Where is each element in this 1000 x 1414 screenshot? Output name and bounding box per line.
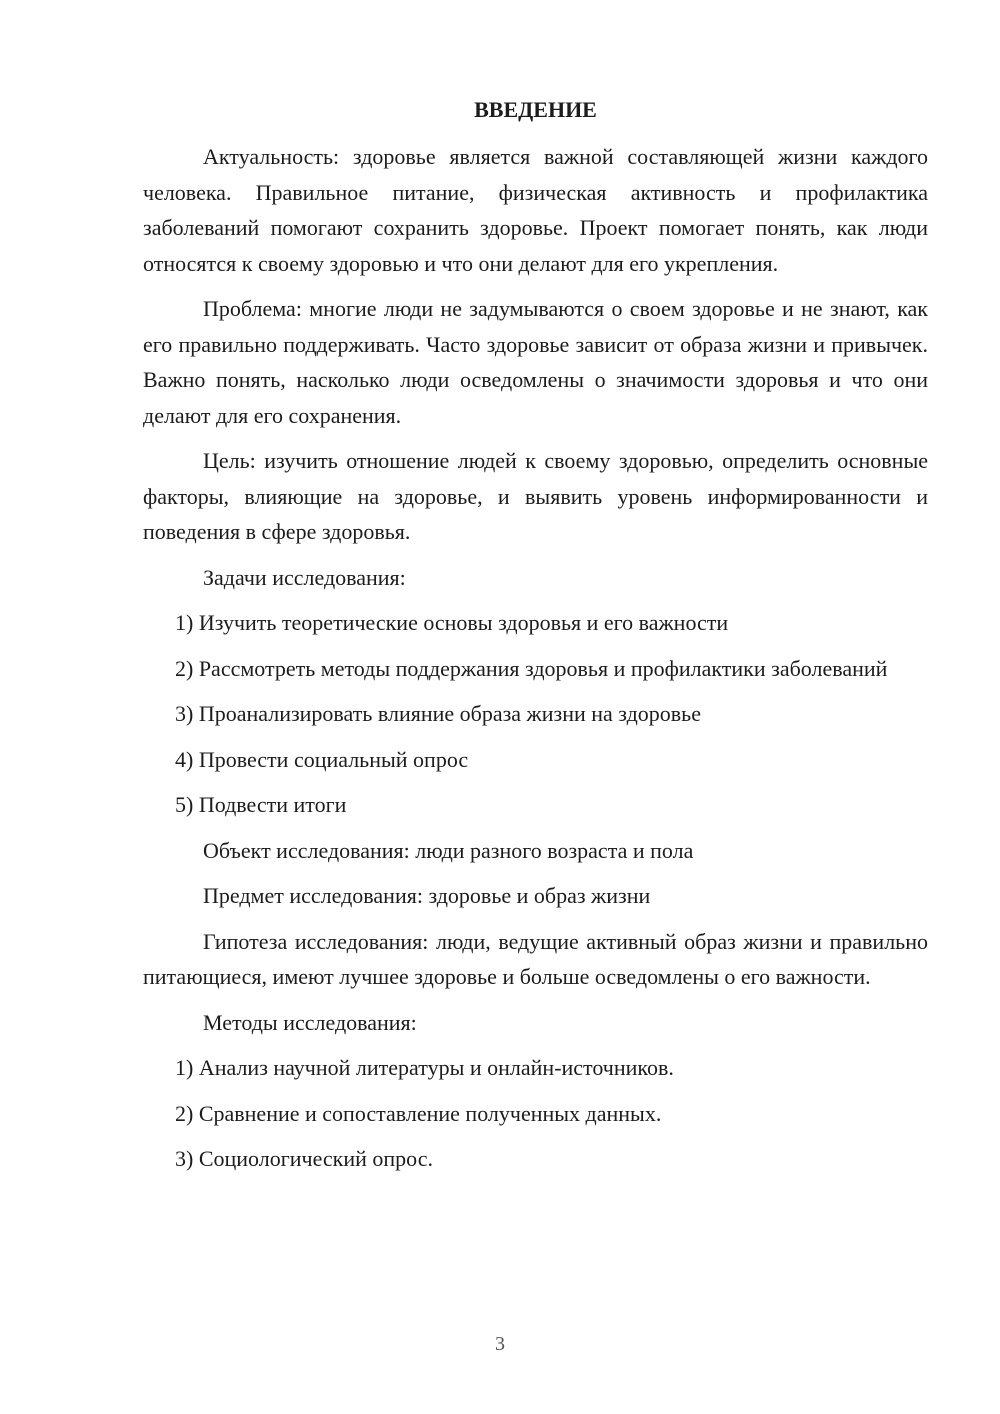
method-item-1: 1) Анализ научной литературы и онлайн-источников. (175, 1055, 674, 1080)
task-item-5: 5) Подвести итоги (175, 792, 347, 817)
task-item-3: 3) Проанализировать влияние образа жизни на здоровье (175, 701, 701, 726)
task-item-1: 1) Изучить теоретические основы здоровья и его важности (175, 610, 729, 635)
page-title: ВВЕДЕНИЕ (474, 97, 597, 122)
task-item-4: 4) Провести социальный опрос (175, 746, 469, 772)
tasks-heading: Задачи исследования: (203, 564, 406, 590)
hypothesis-paragraph: Гипотеза исследования: люди, ведущие активный образ жизни и правильно питающиеся, имеют лучшее здоровье и больше осведомлены о его важности. (143, 928, 928, 989)
actuality-paragraph: Актуальность: здоровье является важной составляющей жизни каждого человека. Правильное питание, физическая активность и профилактика заболеваний помогают сохранить здоровье. Проект помогает понять, как люди относятся к своему здоровью и что они делают для его укрепления. (143, 144, 928, 276)
task-item-2: 2) Рассмотреть методы поддержания здоровья и профилактики заболеваний (175, 655, 888, 681)
method-item-3: 3) Социологический опрос. (175, 1146, 433, 1171)
object-line: Объект исследования: люди разного возраста и пола (203, 837, 694, 863)
page-number: 3 (495, 1333, 505, 1355)
subject-line: Предмет исследования: здоровье и образ жизни (203, 883, 651, 908)
method-item-2: 2) Сравнение и сопоставление полученных данных. (175, 1100, 662, 1126)
goal-paragraph: Цель: изучить отношение людей к своему здоровью, определить основные факторы, влияющие на здоровье, и выявить уровень информированности и поведения в сфере здоровья. (143, 448, 928, 544)
page-content (143, 92, 928, 1187)
problem-paragraph: Проблема: многие люди не задумываются о своем здоровье и не знают, как его правильно поддерживать. Часто здоровье зависит от образа жизни и привычек. Важно понять, насколько люди осведомлены о значимости здоровья и что они делают для его сохранения. (143, 296, 928, 428)
methods-heading: Методы исследования: (203, 1009, 417, 1035)
